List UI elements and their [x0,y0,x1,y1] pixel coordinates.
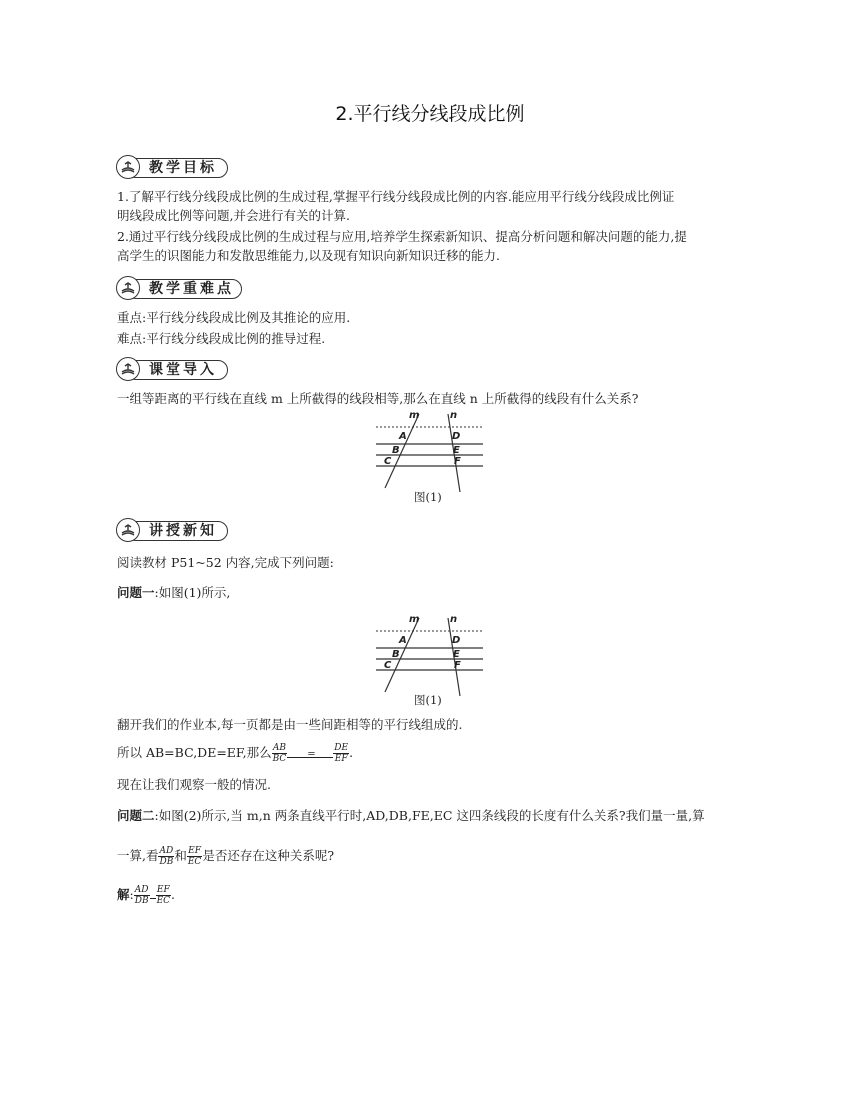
label-n: n [450,410,458,421]
answer-blank [287,744,333,764]
reading-instruction: 阅读教材 P51~52 内容,完成下列问题: [117,555,334,570]
solution-line [117,882,175,908]
question-text: :如图(1)所示, [154,585,231,600]
book-icon [116,357,140,381]
intro-line: 一组等距离的平行线在直线 m 上所截得的线段相等,那么在直线 n 上所截得的线段有什么关系? [117,391,639,406]
fraction-numerator: DE [334,743,349,753]
solution-colon: : [129,887,134,902]
notebook-line: 翻开我们的作业本,每一页都是由一些间距相等的平行线组成的. [117,717,463,732]
label-B: B [392,445,400,456]
fraction-de-ef [333,743,349,764]
conjunction: 和 [174,848,187,863]
label-E: E [453,445,460,456]
fraction-denominator: EC [156,896,171,906]
label-A: A [399,431,407,442]
label-F: F [454,456,461,467]
section-title: 讲授新知 [149,523,217,539]
fraction-denominator: DB [159,857,174,867]
equals-sign: = [307,748,316,760]
fraction-numerator: EF [188,846,201,856]
goal-line: 2.通过平行线分线段成比例的生成过程与应用,培养学生探索新知识、提高分析问题和解决问题的能力,提 [117,229,687,244]
question-label: 问题二 [117,808,155,823]
goal-line: 1.了解平行线分线段成比例的生成过程,掌握平行线分线段成比例的内容.能应用平行线分线段成比例证 [117,189,675,204]
solution-label: 解 [117,887,130,902]
label-C: C [384,660,392,671]
fraction-ef-ec [156,885,171,906]
label-A: A [399,635,407,646]
label-B: B [392,649,400,660]
keypoint-line: 重点:平行线分线段成比例及其推论的应用. [117,310,351,325]
question-text: :如图(2)所示,当 m,n 两条直线平行时,AD,DB,FE,EC 这四条线段的长度有什么关系?我们量一量,算 [154,808,705,823]
fraction-ad-db [158,846,174,867]
question-two-continued [117,843,334,869]
section-badge-intro [116,357,228,383]
section-badge-new [116,518,228,544]
label-D: D [452,635,461,646]
parallel-lines-figure [372,612,487,697]
label-E: E [453,649,460,660]
label-C: C [384,456,392,467]
figure-caption: 图(1) [414,490,442,504]
label-m: m [409,410,420,421]
label-m: m [409,614,420,625]
question-text: 一算,看 [117,848,159,863]
fraction-denominator: EF [334,754,348,764]
goal-line: 明线段成比例等问题,并会进行有关的计算. [117,208,350,223]
question-text: 是否还存在这种关系呢? [202,848,335,863]
label-D: D [452,431,461,442]
book-icon [116,276,140,300]
fraction-numerator: EF [156,885,170,895]
book-icon [116,155,140,179]
fraction-numerator: AD [134,885,149,895]
section-badge-keypoints [116,276,242,302]
page-title: 2.平行线分线段成比例 [335,103,525,125]
figure-caption: 图(1) [414,693,442,707]
period: . [171,887,176,902]
question-one [117,583,230,602]
fraction-numerator: AD [159,846,174,856]
fraction-numerator: AB [272,743,287,753]
parallel-lines-figure [372,408,487,493]
section-title: 教学目标 [149,160,217,176]
section-title: 课堂导入 [149,362,217,378]
fraction-denominator: DB [134,896,149,906]
fraction-ad-db [134,885,150,906]
goal-line: 高学生的识图能力和发散思维能力,以及现有知识向新知识迁移的能力. [117,248,500,263]
ratio-statement [117,740,353,766]
section-badge-goals [116,155,228,181]
ratio-prefix: 所以 AB=BC,DE=EF,那么 [117,745,272,760]
fraction-denominator: BC [272,754,287,764]
general-case-line: 现在让我们观察一般的情况. [117,777,271,792]
fraction-ef-ec [187,846,202,867]
book-icon [116,518,140,542]
period: . [349,745,354,760]
label-F: F [454,660,461,671]
label-n: n [450,614,458,625]
question-label: 问题一 [117,585,155,600]
fraction-denominator: EC [187,857,202,867]
fraction-ab-bc [272,743,288,764]
question-two [117,806,705,825]
keypoint-line: 难点:平行线分线段成比例的推导过程. [117,331,326,346]
section-title: 教学重难点 [149,281,234,297]
